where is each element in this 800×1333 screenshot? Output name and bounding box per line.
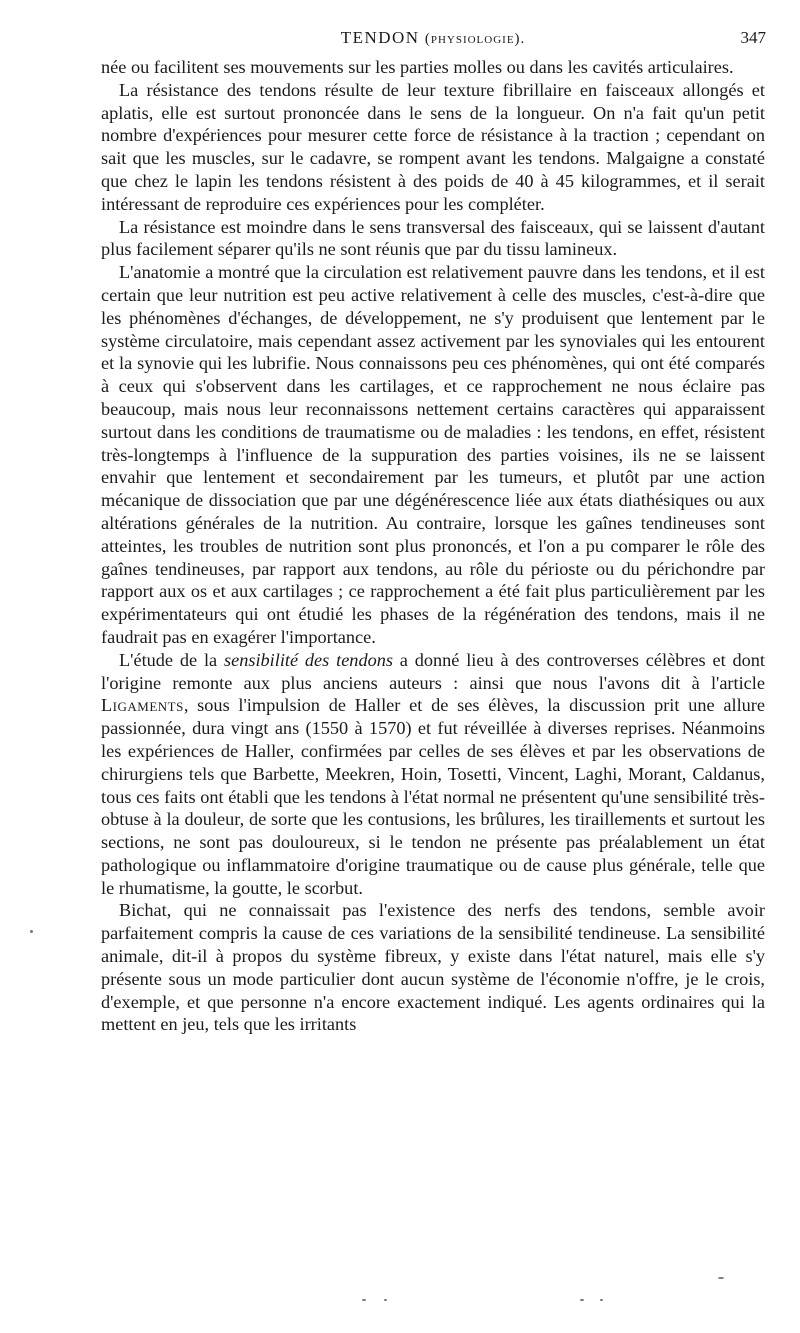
- running-head: [100, 28, 766, 52]
- running-title: [100, 28, 766, 48]
- paragraph-circulation-nutrition: L'anatomie a montré que la circulation est relativement pauvre dans les tendons, et il est certain que leur nutrition est peu active relativement à celle des muscles, c'est-à-dire que les phénomènes d'échanges, de développement, ne s'y produisent que lentement par le système circulatoire, mais cependant assez activement par les synoviales qui les entourent et la synovie qui les lubrifie. Nous connaissons peu ces phénomènes, qui ont été comparés à ceux qui s'observent dans les cartilages, et ce rapprochement ne nous éclaire pas beaucoup, mais nous leur reconnaissons nettement certains caractères qui apparaissent surtout dans les conditions de traumatisme ou de maladies : les tendons, en effet, résistent très-longtemps à l'influence de la suppuration des parties voisines, ils ne se laissent envahir que lentement et secondairement par les tumeurs, et plutôt par une action mécanique de dissociation que par une dégénérescence liée aux états diathésiques ou aux altérations générales de la nutrition. Au contraire, lorsque les gaînes tendineuses sont atteintes, les troubles de nutrition sont plus prononcés, et l'on a pu comparer le rôle des gaînes tendineuses, par rapport aux tendons, au rôle du périoste ou du périchondre par rapport aux os et aux cartilages ; ce rapprochement a été fait plus particulièrement par les expérimentateurs qui ont étudié les phases de la régénération des tendons, mais il ne faudrait pas en exagérer l'importance.: [101, 262, 765, 647]
- scan-speck: [384, 1299, 387, 1301]
- sensibility-text-rest: , sous l'impulsion de Haller et de ses élèves, la discussion prit une allure passionnée, dura vingt ans (1550 à 1570) et fut réveillée à diverses reprises. Néanmoins les expériences de Haller, confirmées par celles de ses élèves et par les observations de chirurgiens tels que Barbette, Meekren, Hoin, Tosetti, Vincent, Laghi, Morant, Caldanus, tous ces faits ont établi que les tendons à l'état normal ne présentent qu'une sensibilité très-obtuse à la douleur, de sorte que les contusions, les brûlures, les tiraillements et surtout les sections, ne sont pas douloureux, si le tendon ne présente pas préalablement un état pathologique ou inflammatoire d'origine traumatique ou de cause plus générale, telle que le rhumatisme, la goutte, le scorbut.: [101, 695, 765, 898]
- sensibility-text-before: L'étude de la: [119, 649, 224, 670]
- paragraph-tendon-resistance: La résistance des tendons résulte de leur texture fibrillaire en faisceaux allongés et aplatis, elle est surtout prononcée dans le sens de la longueur. On n'a fait qu'un petit nombre d'expériences pour mesurer cette force de résistance à la traction ; cependant on sait que les muscles, sur le cadavre, se rompent avant les tendons. Malgaigne a constaté que chez le lapin les tendons résistent à des poids de 40 à 45 kilogrammes, et il serait intéressant de reproduire ces expériences pour les compléter.: [101, 79, 765, 214]
- sensibility-italic-term: sensibilité des tendons: [223, 649, 393, 670]
- running-title-main: TENDON: [340, 28, 420, 47]
- running-title-sub: (physiologie).: [424, 31, 526, 47]
- body-text: [101, 56, 765, 1036]
- paragraph-transverse-resistance: La résistance est moindre dans le sens transversal des faisceaux, qui se laissent d'autant plus facilement séparer qu'ils ne sont réunis que par du tissu lamineux.: [101, 216, 765, 260]
- scan-speck: [30, 930, 33, 933]
- article-reference-ligaments: Ligaments: [101, 695, 184, 716]
- scan-speck: [580, 1299, 584, 1301]
- scan-speck: [600, 1299, 603, 1301]
- paragraph-continuation: née ou facilitent ses mouvements sur les parties molles ou dans les cavités articulaires.: [101, 57, 734, 77]
- paragraph-bichat: Bichat, qui ne connaissait pas l'existence des nerfs des tendons, semble avoir parfaitement compris la cause de ces variations de la sensibilité tendineuse. La sensibilité animale, dit-il à propos du système fibreux, y existe dans l'état naturel, mais elle s'y présente sous un mode particulier dont aucun système de l'économie n'offre, je le crois, d'exemple, et que personne n'a encore exactement indiqué. Les agents ordinaires qui la mettent en jeu, tels que les irritants: [101, 900, 765, 1035]
- sensibility-text-middle: a donné lieu à des controverses célèbres et dont l'origine remonte aux plus anciens auteurs : ainsi que nous l'avons dit à l'article: [101, 649, 766, 693]
- paragraph-sensibility: [101, 649, 765, 900]
- scan-speck: [718, 1277, 724, 1279]
- scan-speck: [362, 1299, 366, 1301]
- page-number: 347: [740, 28, 766, 47]
